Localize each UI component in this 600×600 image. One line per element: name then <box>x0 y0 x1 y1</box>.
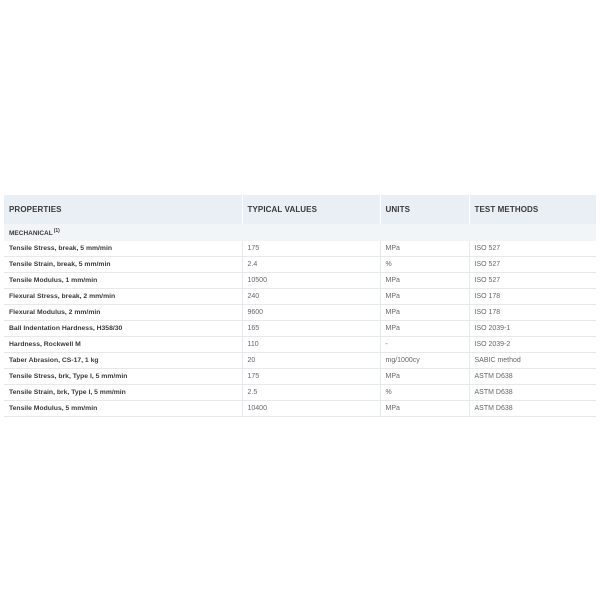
section-cell <box>4 224 596 241</box>
value-cell: 240 <box>242 289 380 305</box>
property-cell: Tensile Modulus, 1 mm/min <box>4 273 242 289</box>
method-cell: ASTM D638 <box>469 369 596 385</box>
value-cell: 10400 <box>242 401 380 417</box>
value-cell: 9600 <box>242 305 380 321</box>
properties-table-container <box>4 195 596 417</box>
value-cell: 165 <box>242 321 380 337</box>
property-cell: Tensile Stress, brk, Type I, 5 mm/min <box>4 369 242 385</box>
method-cell: ISO 178 <box>469 305 596 321</box>
method-cell: ISO 178 <box>469 289 596 305</box>
property-cell: Tensile Modulus, 5 mm/min <box>4 401 242 417</box>
table-row <box>4 241 596 257</box>
unit-cell: MPa <box>380 401 469 417</box>
table-row <box>4 337 596 353</box>
property-cell: Flexural Modulus, 2 mm/min <box>4 305 242 321</box>
value-cell: 2.4 <box>242 257 380 273</box>
table-body <box>4 224 596 417</box>
method-cell: ASTM D638 <box>469 385 596 401</box>
table-row <box>4 369 596 385</box>
value-cell: 175 <box>242 241 380 257</box>
table-row <box>4 401 596 417</box>
header-test-methods: TEST METHODS <box>469 195 596 224</box>
unit-cell: % <box>380 257 469 273</box>
unit-cell: MPa <box>380 369 469 385</box>
property-cell: Flexural Stress, break, 2 mm/min <box>4 289 242 305</box>
value-cell: 20 <box>242 353 380 369</box>
unit-cell: % <box>380 385 469 401</box>
method-cell: ISO 527 <box>469 257 596 273</box>
section-label: MECHANICAL <box>9 230 53 237</box>
table-header-row <box>4 195 596 224</box>
header-typical-values: TYPICAL VALUES <box>242 195 380 224</box>
property-cell: Tensile Strain, brk, Type I, 5 mm/min <box>4 385 242 401</box>
method-cell: ISO 527 <box>469 273 596 289</box>
unit-cell: MPa <box>380 241 469 257</box>
unit-cell: - <box>380 337 469 353</box>
property-cell: Ball Indentation Hardness, H358/30 <box>4 321 242 337</box>
method-cell: SABIC method <box>469 353 596 369</box>
property-cell: Hardness, Rockwell M <box>4 337 242 353</box>
unit-cell: MPa <box>380 305 469 321</box>
properties-table <box>4 195 596 417</box>
table-row <box>4 257 596 273</box>
unit-cell: MPa <box>380 321 469 337</box>
table-row <box>4 273 596 289</box>
value-cell: 10500 <box>242 273 380 289</box>
section-footnote: (1) <box>53 228 60 234</box>
table-row <box>4 385 596 401</box>
table-row <box>4 289 596 305</box>
property-cell: Tensile Stress, break, 5 mm/min <box>4 241 242 257</box>
unit-cell: mg/1000cy <box>380 353 469 369</box>
method-cell: ISO 527 <box>469 241 596 257</box>
method-cell: ISO 2039-2 <box>469 337 596 353</box>
header-properties: PROPERTIES <box>4 195 242 224</box>
value-cell: 2.5 <box>242 385 380 401</box>
table-row <box>4 321 596 337</box>
unit-cell: MPa <box>380 273 469 289</box>
table-row <box>4 353 596 369</box>
value-cell: 175 <box>242 369 380 385</box>
method-cell: ISO 2039-1 <box>469 321 596 337</box>
header-units: UNITS <box>380 195 469 224</box>
method-cell: ASTM D638 <box>469 401 596 417</box>
unit-cell: MPa <box>380 289 469 305</box>
property-cell: Tensile Strain, break, 5 mm/min <box>4 257 242 273</box>
value-cell: 110 <box>242 337 380 353</box>
table-row <box>4 305 596 321</box>
section-row-mechanical <box>4 224 596 241</box>
property-cell: Taber Abrasion, CS-17, 1 kg <box>4 353 242 369</box>
